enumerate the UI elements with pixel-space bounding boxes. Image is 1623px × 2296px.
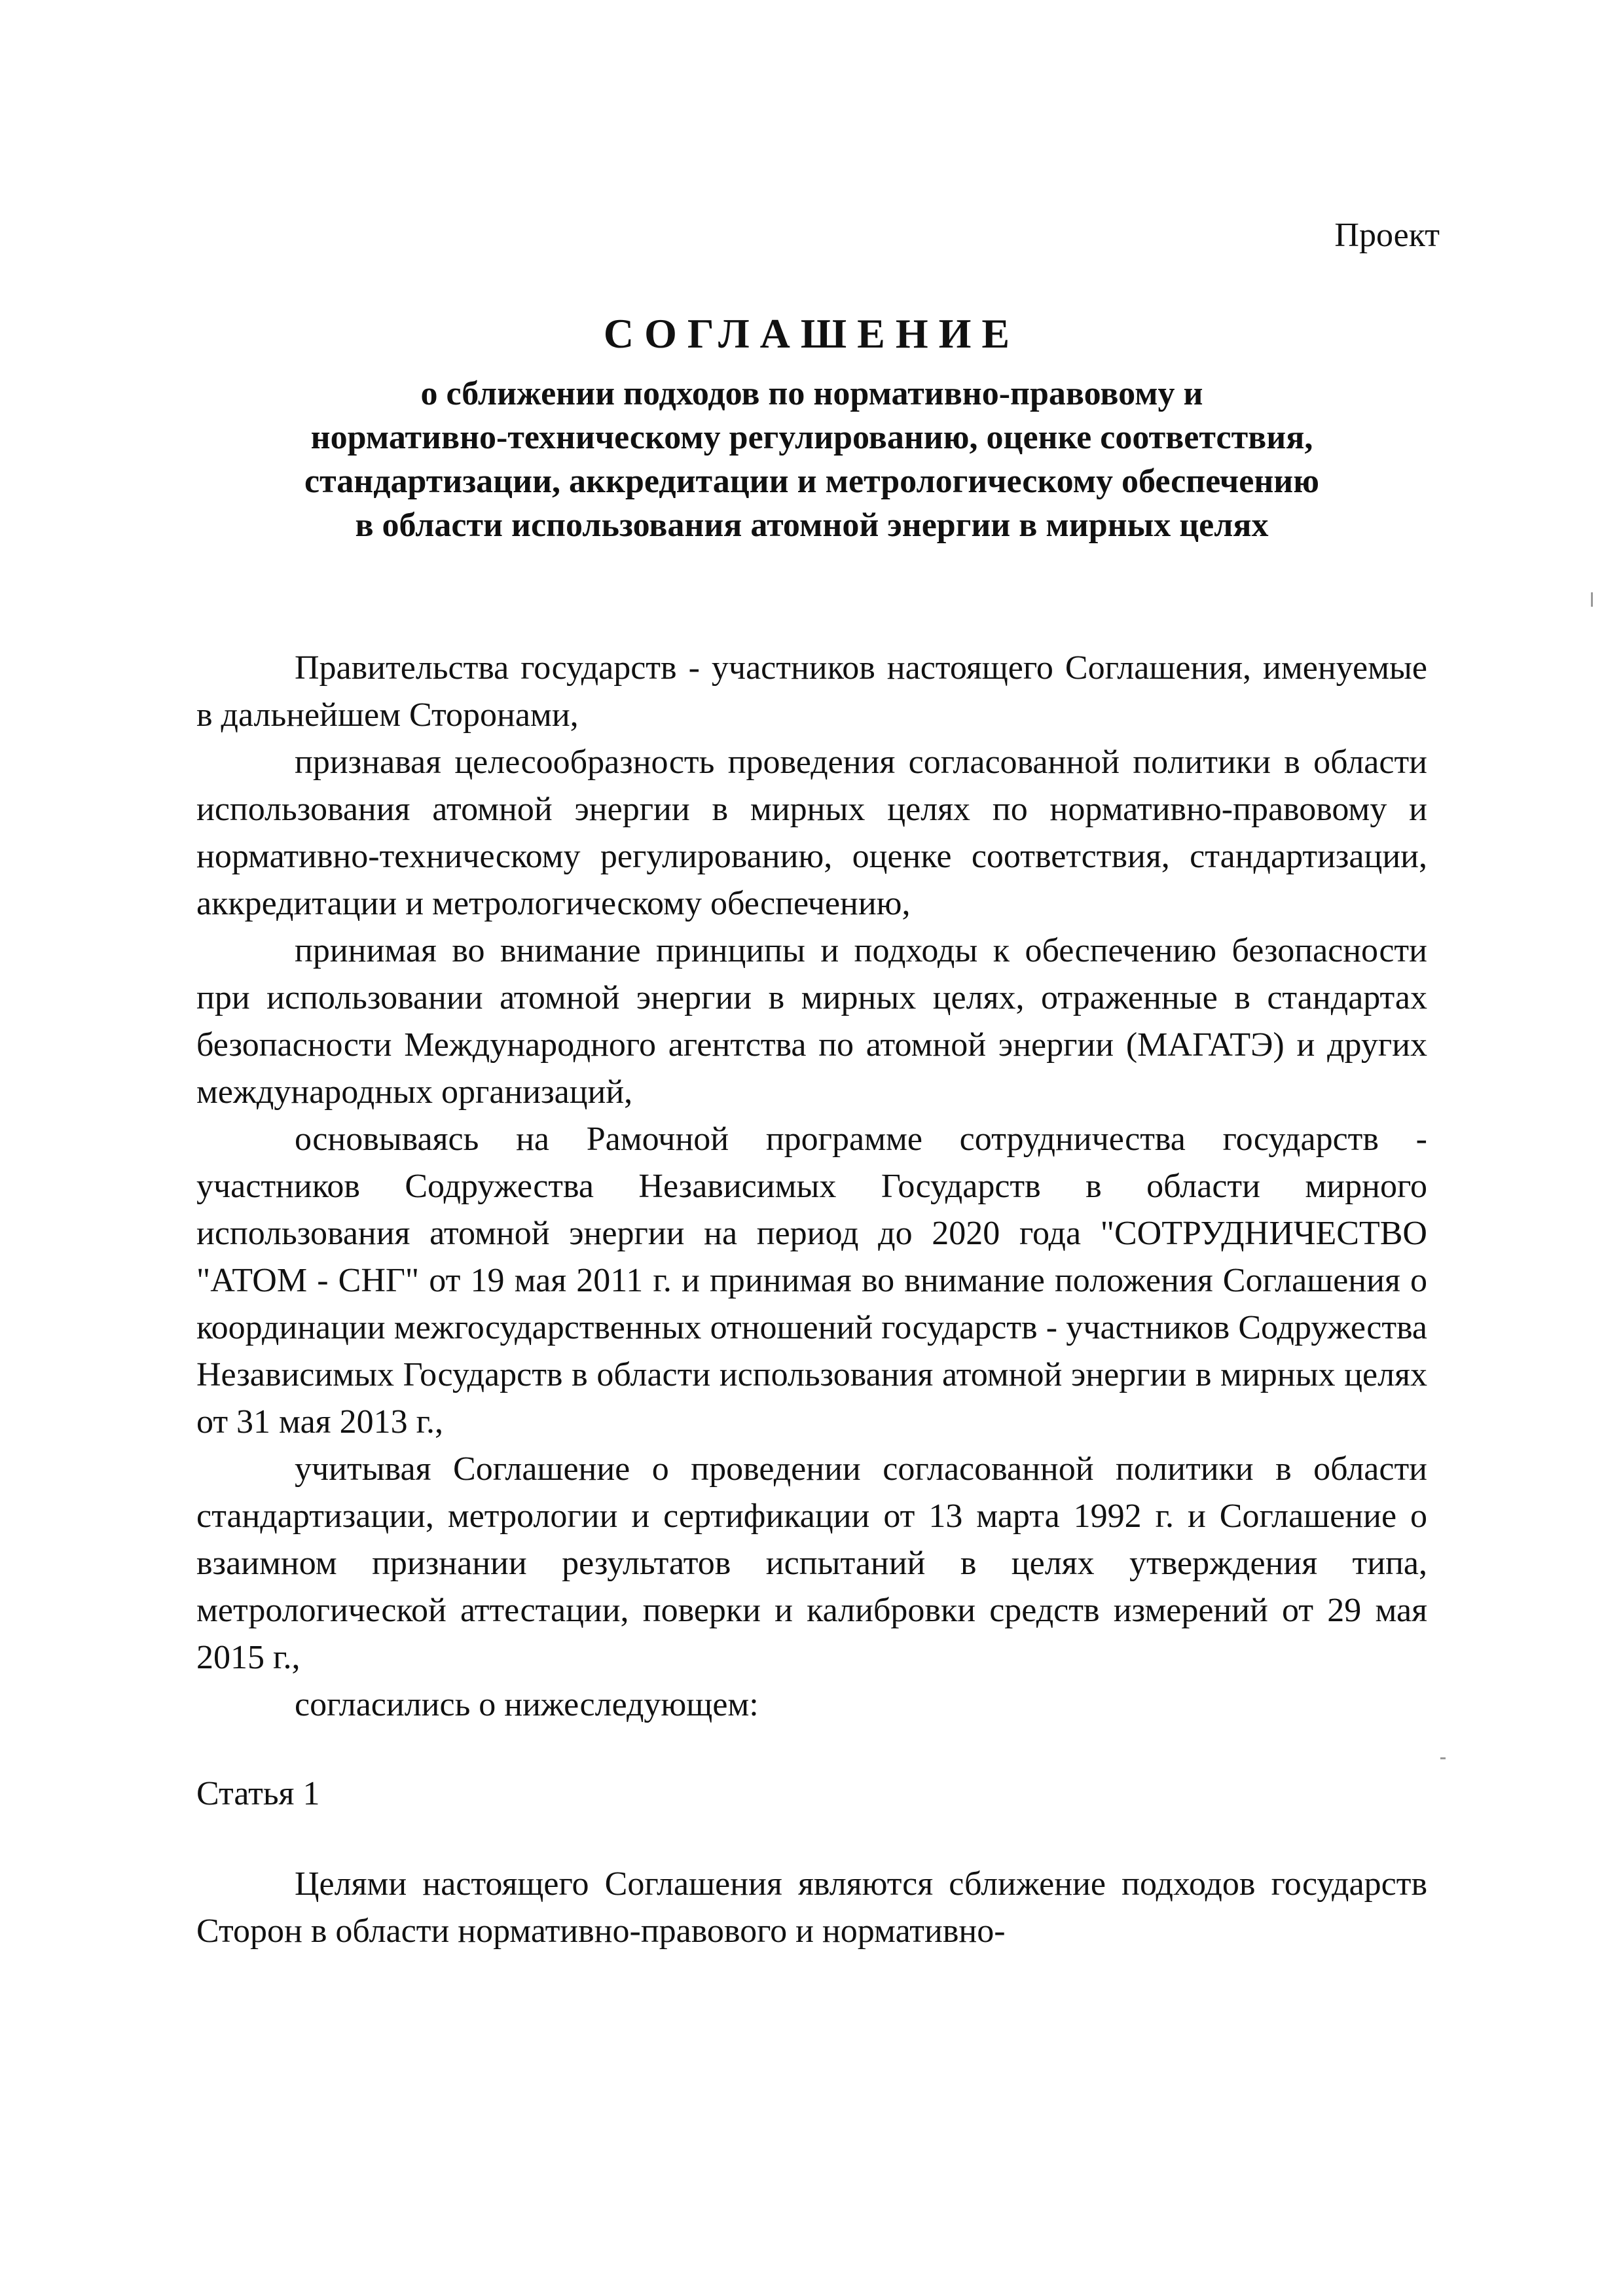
document-subtitle-line: о сближении подходов по нормативно-правовому и <box>420 375 1203 412</box>
document-subtitle-line: нормативно-техническому регулированию, оценке соответствия, <box>310 419 1313 456</box>
preamble-paragraph: учитывая Соглашение о проведении согласованной политики в области стандартизации, метрологии и сертификации от 13 марта 1992 г. и Соглашение о взаимном признании результатов испытаний в целях утверждения типа, метрологической аттестации, поверки и калибровки средств измерений от 29 мая 2015 г., <box>196 1450 1427 1676</box>
preamble-paragraph: принимая во внимание принципы и подходы к обеспечению безопасности при использовании атомной энергии в мирных целях, отраженные в стандартах безопасности Международного агентства по атомной энергии (МАГАТЭ) и других международных организаций, <box>196 932 1427 1111</box>
preamble-paragraph: основываясь на Рамочной программе сотрудничества государств - участников Содружества Независимых Государств в области мирного использования атомной энергии на период до 2020 года "СОТРУДНИЧЕСТВО "АТОМ - СНГ" от 19 мая 2011 г. и принимая во внимание положения Соглашения о координации межгосударственных отношений государств - участников Содружества Независимых Государств в области использования атомной энергии в мирных целях от 31 мая 2013 г., <box>196 1121 1427 1441</box>
scan-speck <box>1440 1757 1446 1759</box>
preamble-paragraph: Правительства государств - участников настоящего Соглашения, именуемые в дальнейшем Сторонами, <box>196 649 1427 734</box>
article-paragraph: Целями настоящего Соглашения являются сближение подходов государств Сторон в области нормативно-правового и нормативно- <box>196 1865 1427 1950</box>
scan-speck <box>1591 592 1593 607</box>
document-subtitle-line: в области использования атомной энергии в мирных целях <box>355 507 1269 544</box>
document-subtitle-line: стандартизации, аккредитации и метрологическому обеспечению <box>304 463 1319 500</box>
title-block <box>196 308 1427 547</box>
draft-stamp: Проект <box>1334 217 1440 254</box>
document-body <box>196 645 1427 1955</box>
preamble-paragraph: признавая целесообразность проведения согласованной политики в области использования атомной энергии в мирных целях по нормативно-правовому и нормативно-техническому регулированию, оценке соответствия, стандартизации, аккредитации и метрологическому обеспечению, <box>196 744 1427 922</box>
article-heading: Статья 1 <box>196 1775 320 1812</box>
preamble-paragraph: согласились о нижеследующем: <box>295 1686 759 1723</box>
document-title: СОГЛАШЕНИЕ <box>603 310 1021 357</box>
